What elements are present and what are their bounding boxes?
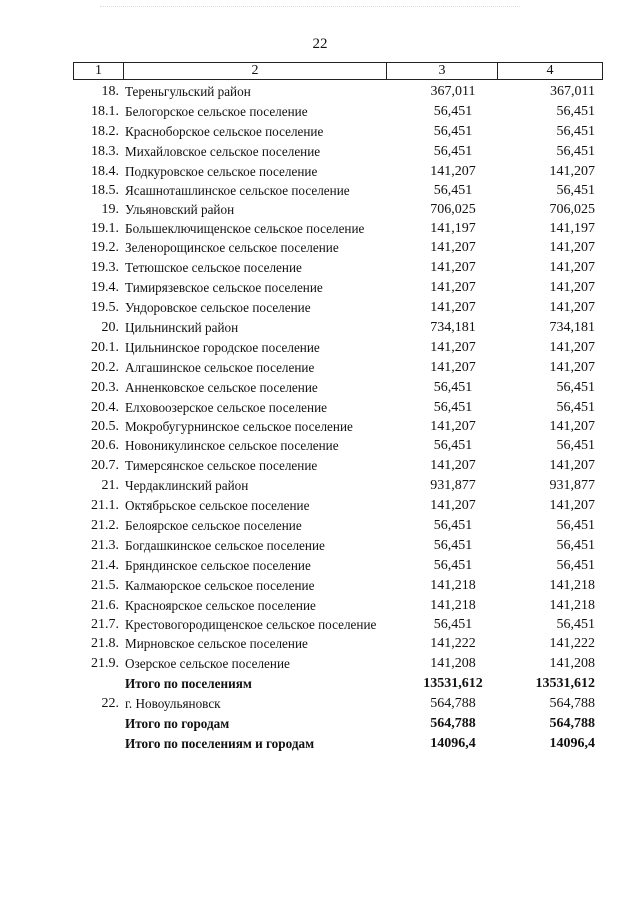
row-number: 21.7. [91,617,119,632]
row-value-4: 56,451 [556,438,595,453]
header-col-3: 3 [387,63,498,79]
row-name: Октябрьское сельское поселение [125,498,310,513]
header-col-4: 4 [546,63,554,78]
row-value-4: 56,451 [556,617,595,632]
row-value-3: 14096,4 [430,736,476,751]
row-number: 21.8. [91,636,119,651]
row-name: Итого по поселениям и городам [125,736,315,751]
row-number [73,674,123,694]
row-value-3: 141,197 [430,221,476,236]
row-number: 19.3. [91,260,119,275]
row-name: Чердаклинский район [125,478,249,493]
row-value-3: 56,451 [433,558,473,573]
table-row [73,338,603,358]
row-value-4: 14096,4 [549,736,595,751]
row-name: Тимерсянское сельское поселение [125,458,318,473]
row-number: 19. [101,202,119,217]
row-number: 18.1. [91,104,119,119]
table-row [73,318,603,338]
header-col-2: 2 [124,63,387,79]
row-name: Тимирязевское сельское поселение [125,280,323,295]
row-value-4: 706,025 [549,202,595,217]
header-col-1: 1 [74,63,124,79]
row-name: Ундоровское сельское поселение [125,300,311,315]
table-row [73,496,603,516]
row-value-4: 931,877 [549,478,595,493]
row-value-3: 706,025 [430,202,476,217]
row-value-4: 56,451 [556,183,595,198]
table-row [73,398,603,418]
row-value-3: 141,207 [430,458,476,473]
row-value-4: 56,451 [556,558,595,573]
row-value-3: 141,207 [430,340,476,355]
row-name: Красноборское сельское поселение [125,124,324,139]
row-number: 18.5. [91,183,119,198]
row-name: Белоярское сельское поселение [125,518,302,533]
table-row [73,694,603,714]
row-number: 21.4. [91,558,119,573]
row-value-4: 734,181 [549,320,595,335]
row-name: Итого по поселениям [125,676,252,691]
row-value-3: 56,451 [433,538,473,553]
grand-total-row [73,734,603,754]
row-value-3: 141,222 [430,636,476,651]
row-name: Богдашкинское сельское поселение [125,538,325,553]
row-value-4: 141,207 [549,340,595,355]
row-value-3: 141,218 [430,578,476,593]
row-value-4: 141,197 [549,221,595,236]
table-row [73,456,603,476]
row-value-3: 56,451 [433,104,473,119]
table-row [73,654,603,674]
table-row [73,220,603,238]
row-value-3: 56,451 [433,124,473,139]
row-number: 20.7. [91,458,119,473]
row-name: Цильнинский район [125,320,239,335]
row-number: 20.4. [91,400,119,415]
row-number: 19.4. [91,280,119,295]
row-value-4: 56,451 [556,538,595,553]
row-value-3: 141,218 [430,598,476,613]
row-name: Подкуровское сельское поселение [125,164,318,179]
row-name: Итого по городам [125,716,230,731]
table-row [73,358,603,378]
row-value-4: 141,208 [549,656,595,671]
row-name: Мокробугурнинское сельское поселение [125,419,353,434]
row-number: 19.2. [91,240,119,255]
row-value-3: 141,207 [430,498,476,513]
row-name: Зеленорощинское сельское поселение [125,240,339,255]
row-number: 20.2. [91,360,119,375]
table-row [73,576,603,596]
row-value-3: 56,451 [433,518,473,533]
row-value-3: 141,207 [430,240,476,255]
row-name: Калмаюрское сельское поселение [125,578,315,593]
table-row [73,102,603,122]
row-number: 20.5. [91,419,119,434]
row-value-4: 56,451 [556,400,595,415]
row-number: 21. [101,478,119,493]
total-row-cities [73,714,603,734]
table-row [73,418,603,436]
table-row [73,536,603,556]
row-value-3: 564,788 [430,696,476,711]
row-number: 18. [101,84,119,99]
row-name: Алгашинское сельское поселение [125,360,315,375]
row-number: 18.3. [91,144,119,159]
row-number: 20.6. [91,438,119,453]
table-row [73,238,603,258]
table-header [73,62,603,80]
row-value-4: 56,451 [556,124,595,139]
row-value-4: 141,207 [549,240,595,255]
row-value-4: 564,788 [549,696,595,711]
row-number: 21.6. [91,598,119,613]
row-value-4: 56,451 [556,380,595,395]
row-value-4: 141,218 [549,598,595,613]
row-value-4: 141,207 [549,280,595,295]
row-value-3: 141,207 [430,280,476,295]
row-name: Крестовогородищенское сельское поселение [125,617,377,632]
table-row [73,200,603,220]
row-name: Ясашноташлинское сельское поселение [125,183,350,198]
row-value-4: 13531,612 [535,676,595,691]
row-value-3: 56,451 [433,438,473,453]
row-value-4: 141,222 [549,636,595,651]
table-row [73,634,603,654]
row-name: Новоникулинское сельское поселение [125,438,339,453]
row-value-4: 56,451 [556,518,595,533]
row-value-4: 564,788 [549,716,595,731]
row-number: 18.2. [91,124,119,139]
row-number: 20.1. [91,340,119,355]
row-name: Ульяновский район [125,202,235,217]
table-row [73,616,603,634]
table-row [73,378,603,398]
row-value-3: 56,451 [433,183,473,198]
row-number: 21.3. [91,538,119,553]
row-name: Мирновское сельское поселение [125,636,308,651]
row-name: Бряндинское сельское поселение [125,558,311,573]
row-value-4: 56,451 [556,144,595,159]
row-name: г. Новоульяновск [125,696,221,711]
row-value-4: 367,011 [550,84,595,99]
table-row [73,278,603,298]
table-row [73,436,603,456]
row-value-3: 13531,612 [423,676,483,691]
row-value-3: 56,451 [433,617,473,632]
row-name: Анненковское сельское поселение [125,380,318,395]
row-value-4: 141,207 [549,360,595,375]
row-value-4: 141,207 [549,164,595,179]
row-value-3: 367,011 [430,84,476,99]
row-number: 20.3. [91,380,119,395]
row-value-4: 141,207 [549,458,595,473]
row-number [73,734,123,754]
row-number: 18.4. [91,164,119,179]
row-number: 21.9. [91,656,119,671]
table-body [73,82,603,754]
row-value-3: 56,451 [433,400,473,415]
row-value-3: 141,207 [430,260,476,275]
row-name: Красноярское сельское поселение [125,598,316,613]
row-value-4: 141,207 [549,300,595,315]
row-name: Озерское сельское поселение [125,656,290,671]
table-row [73,182,603,200]
row-value-3: 734,181 [430,320,476,335]
row-number: 19.5. [91,300,119,315]
table-row [73,476,603,496]
scan-artifact [100,6,520,11]
table-row [73,122,603,142]
row-value-3: 141,207 [430,164,476,179]
row-name: Тетюшское сельское поселение [125,260,302,275]
row-value-3: 141,207 [430,360,476,375]
row-value-4: 56,451 [556,104,595,119]
row-number: 21.1. [91,498,119,513]
row-number: 20. [101,320,119,335]
table-row [73,258,603,278]
table-row [73,596,603,616]
row-number: 19.1. [91,221,119,236]
row-number: 22. [101,696,119,711]
row-value-3: 141,208 [430,656,476,671]
table-row [73,298,603,318]
row-name: Большеключищенское сельское поселение [125,221,365,236]
row-name: Белогорское сельское поселение [125,104,308,119]
row-value-4: 141,207 [549,260,595,275]
row-name: Михайловское сельское поселение [125,144,321,159]
page-number: 22 [312,36,328,52]
row-value-3: 564,788 [430,716,476,731]
table-row [73,142,603,162]
table-row [73,162,603,182]
total-row-settlements [73,674,603,694]
row-name: Цильнинское городское поселение [125,340,320,355]
row-value-4: 141,218 [549,578,595,593]
row-number: 21.5. [91,578,119,593]
row-value-3: 56,451 [433,380,473,395]
row-value-3: 141,207 [430,419,476,434]
row-value-3: 931,877 [430,478,476,493]
table-row [73,516,603,536]
row-number [73,714,123,734]
row-value-3: 141,207 [430,300,476,315]
table-row [73,556,603,576]
row-number: 21.2. [91,518,119,533]
row-name: Тереньгульский район [125,84,251,99]
row-value-3: 56,451 [433,144,473,159]
row-value-4: 141,207 [549,498,595,513]
table-row [73,82,603,102]
row-name: Елховоозерское сельское поселение [125,400,328,415]
row-value-4: 141,207 [549,419,595,434]
